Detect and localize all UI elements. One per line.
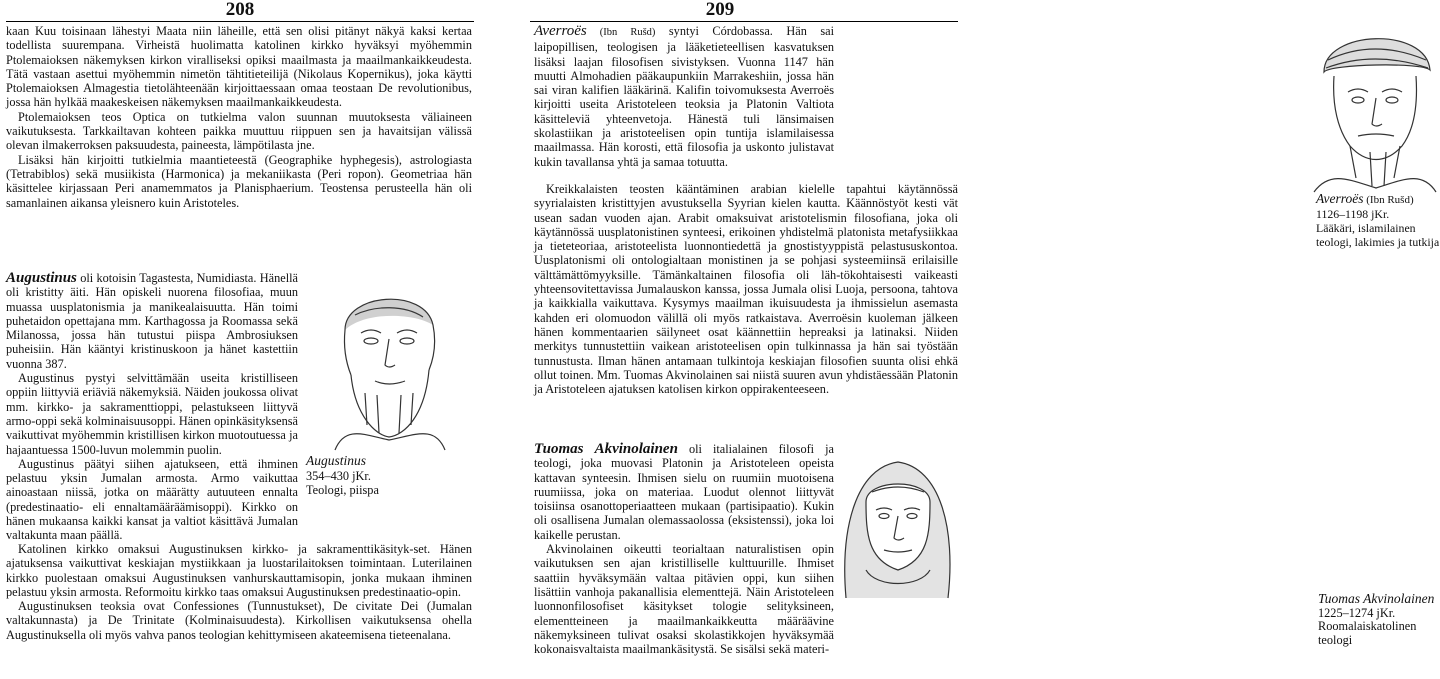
averroes-intro — [534, 24, 834, 169]
paragraph: kaan Kuu toisinaan lähestyi Maata niin läheille, että sen olisi pitänyt näkyä kaksi kertaa todellista suurempana. Virheistä huolimatta katolinen kirkko hyväksyi myöhemmin Ptolemaioksen näkemyksen kirkon viralliseksi opiksi maailmasta ja maailmankaikkeudesta. Tätä vastaan asettui myöhemmin nimetön tähtitieteilijä (Nikolaus Kopernikus), joka käytti Ptolemaioksen Almagestia tietolähteenään kirjoittaessaan omaa teostaan De revolutionibus, jossa hän hylkää maakeskeisen näkemyksen maailmankaikkeudesta. — [6, 24, 472, 110]
paragraph: Katolinen kirkko omaksui Augustinuksen kirkko- ja sakramenttikäsityk-set. Hänen ajatuksensa vaikuttivat keskiajan mystiikkaan ja luostarilaitoksen toimintaan. Luterilainen kirkko puolestaan omaksui Augustinuksen vanhurskauttamisopin, jonka mukaan ihminen pelastuu yksin armosta. Reformoitu kirkko taas omaksui Augustinuksen predestinaatio-opin. — [6, 542, 472, 599]
right-page — [480, 0, 1440, 679]
tuomas-caption — [1318, 592, 1440, 647]
header-rule — [6, 21, 474, 22]
tuomas-portrait — [836, 448, 958, 608]
augustinus-intro — [6, 271, 298, 543]
averroes-name: Averroës — [534, 23, 587, 39]
caption-dates: 354–430 jKr. — [306, 468, 371, 483]
tuomas-text — [534, 442, 834, 656]
augustinus-name: Augustinus — [6, 270, 77, 286]
caption-dates: 1225–1274 jKr. — [1318, 605, 1396, 620]
averroes-name-note: (Ibn Rušd) — [586, 27, 656, 38]
augustinus-intro-text: oli kotoisin Tagastesta, Numidiasta. Hänellä oli kristitty äiti. Hän opiskeli nuorena filosofiaa, muun muassa uusplatonismia ja manikealaisuutta. Hän toimi puhetaidon opettajana mm. Karthagossa ja Roomassa sekä Milanossa, jossa hän tutustui piispa Ambrosiuksen puheisiin. Hän kääntyi kristinuskoon ja hänet kastettiin vuonna 387. — [6, 271, 298, 371]
averroes-intro-text: syntyi Córdobassa. Hän sai laipopillisen, teologisen ja lääketieteellisen kasvatuksen lisäksi laajan filosofisen sivistyksen. Vuonna 1147 hän muutti Almohadien pääkaupunkiin Marrakeshiin, jossa hän sai viran kalifien lääkärinä. Kalifin toivomuksesta Averroës kirjoitti useita Aristoteleen teoksia ja Platonin Valtiota käsitteleviä yhteenvetoja. Hänestä tuli länsimaisen skolastiikan ja aristoteelisen opin tuntija islamilaisessa maailmassa. Hän korosti, että filosofia ja uskonto julistavat kukin tavallansa yhtä ja samaa totuutta. — [534, 24, 834, 169]
paragraph: Augustinus pystyi selvittämään useita kristilliseen oppiin liittyviä eriäviä näkemyksiä. Näiden joukossa olivat mm. kirkko- ja sakramenttioppi, pelastukseen liittyvä armo-oppi sekä kolminaisuusoppi. Hänen opinkäsityksensä vaikuttivat myöhemmin kristillisen kirkon muotoutuessa ja hajaantuessa 1500-luvun molemmin puolin. — [6, 371, 299, 457]
paragraph: Kreikkalaisten teosten kääntäminen arabian kielelle tapahtui käytännössä syyrialaisten kristittyjen avustuksella Syyrian kielen kautta. Käännöstyöt kesti vät usean sadan vuoden ajan. Arabit omaksuivat aristotelismin filosofiana, joka oli käytännössä uusplatonistinen synteesi, erikoinen yhdistelmä platonista metafysiikkaa ja tieteteoriaa, aristoteelista luonnontiedettä ja gnostistyyppistä pelastususkontoa. Uusplatonismi oli ontologialtaan monistinen ja se pohjasi systeemiinsä erilaisille välttämättömyyksille. Tämänkaltainen filosofia oli läh-tökohtaisesti vaikeasti yhteensovitettavissa Jumalauskon kanssa, jossa Jumala olisi Luoja, persoona, tahtova ja kaikkialla vaikuttava. Kysymys maailman ikuisuudesta ja ihmissielun asemasta kahden eri olomuodon välillä oli myös ratkaistava. Averroësin kuoleman jälkeen hänen kommentaarien säilyneet osat käännettiin hepreaksi ja latinaksi. Niiden merkitys tunnustettiin vaikean aristoteelisen opin tulkinnassa ja hän sai työstään tunnustusta. Ilman hänen antamaan tulkintoja keskiajan filosofien suunta olisi ehkä ollut toinen. Mm. Tuomas Akvinolainen sai niistä suuren avun yhdistäessään Platonin ja Aristoteleen ajatuksen katolisen kirkon oppirakenteeseen. — [534, 182, 958, 397]
caption-name-note: (Ibn Rušd) — [1363, 194, 1414, 206]
tuomas-intro-text: oli italialainen filosofi ja teologi, joka muovasi Platonin ja Aristoteleen opeista kattavan synteesin. Ihmisen sielu on ruumiin muotoisena ruumiissa, joka on materiaa. Luodut olennot liittyvät toisiinsa osanottoperiaatteen mukaan (partisipaatio). Kukin oli osallisena Jumalan olemassaolossa (eksistenssi), joka loi kaikelle perustan. — [534, 442, 834, 542]
augustinus-caption — [306, 454, 474, 498]
paragraph: Akvinolainen oikeutti teorialtaan naturalistisen opin vaikutuksen sen ajan kristilliselle kulttuurille. Ihmiset saattiin hyväksymään valtaa pitävien oppi, kun siihen lisättiin vanhoja pakanallisia elementtejä. Näin Aristoteleen luonnonfilosofiset käsitykset tologie selityksineen, elementteineen ja maailmankaikkeutta määräävine näkemyksineen tulivat osaksi skolastikkojen hyväksymää kokonaisvaltaista maailmankäsitystä. Se sisälsi sekä materi- — [534, 542, 834, 657]
caption-dates: 1126–1198 jKr. — [1316, 207, 1390, 221]
header-rule — [530, 21, 958, 22]
caption-name: Tuomas Akvinolainen — [1318, 591, 1435, 606]
paragraph: Augustinuksen teoksia ovat Confessiones (Tunnustukset), De civitate Dei (Jumalan valtakunnasta) ja De Trinitate (Kolminaisuudesta). Kirkollisen vaikutuksensa ohella Augustinuksella oli myös vahva panos teologian kehittymiseen akateemisena tieteenalana. — [6, 599, 472, 642]
paragraph: Ptolemaioksen teos Optica on tutkielma valon suunnan muutoksesta väliaineen vaikutuksesta. Tarkkailtavan kohteen paikka muuttuu riippuen sen ja havaitsijan välissä olevan ilmakerroksen paksuudesta, paineesta, lämpötilasta jne. — [6, 109, 472, 153]
caption-name: Augustinus — [306, 453, 367, 468]
augustinus-portrait — [305, 275, 470, 450]
paragraph: Augustinus päätyi siihen ajatukseen, että ihminen pelastuu yksin Jumalan armosta. Armo vaikuttaa ainoastaan niissä, jotka on määrätty autuuteen ennalta (predestinaatio- eli ennaltamääräämisoppi). Kirkko on hänen mukaansa kaikki kansat ja valtiot käsittävä Jumalan valtakunta maan päällä. — [6, 456, 298, 543]
ptolemaios-text — [6, 24, 472, 210]
averroes-caption — [1316, 192, 1440, 249]
caption-role: Lääkäri, islamilainen teologi, lakimies ja tutkija — [1316, 221, 1440, 249]
left-page — [0, 0, 480, 679]
paragraph: Lisäksi hän kirjoitti tutkielmia maantieteestä (Geographike hyphegesis), astrologiasta (Tetrabiblos) sekä musiikista (Harmonica) ja mekaniikasta (Peri ropon). Geometriaa hän käsittelee kirjassaan Peri anamemmatos ja Planisphaerium. Teostensa perusteella hän oli samanlainen aikansa yleisnero kuin Aristoteles. — [6, 152, 472, 210]
averroes-text — [534, 182, 958, 396]
caption-role: Teologi, piispa — [306, 483, 379, 497]
tuomas-name: Tuomas Akvinolainen — [534, 441, 678, 457]
page-number: 209 — [705, 0, 735, 20]
averroes-portrait — [1310, 20, 1440, 192]
page-number: 208 — [225, 0, 255, 20]
caption-name: Averroës — [1316, 191, 1364, 206]
augustinus-legacy — [6, 542, 472, 642]
caption-role: Roomalaiskatolinen teologi — [1318, 619, 1417, 647]
